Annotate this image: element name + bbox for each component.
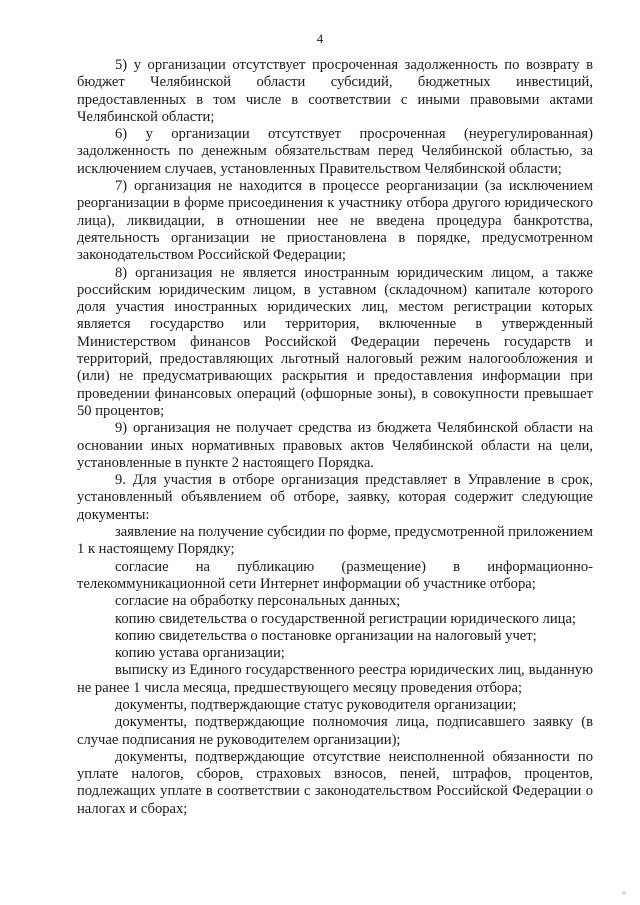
paragraph-condition-7: 7) организация не находится в процессе реорганизации (за исключением реорганизации в форме присоединения к участнику отбора другого юридического лица), ликвидации, в отношении нее не введена процедура банкротства, деятельность организации не приостановлена в порядке, предусмотренном законодательством Российской Федерации; xyxy=(77,178,593,264)
list-item-registration-certificate: копию свидетельства о государственной регистрации юридического лица; xyxy=(115,610,576,627)
paragraph-condition-5: 5) у организации отсутствует просроченная задолженность по возврату в бюджет Челябинской области субсидий, бюджетных инвестиций, предоставленных в том числе в соответствии с иными правовыми актами Челябинской области; xyxy=(77,57,593,125)
list-item-tax-certificate: копию свидетельства о постановке организации на налоговый учет; xyxy=(115,627,537,644)
list-item-personal-data-consent: согласие на обработку персональных данных; xyxy=(115,593,401,610)
list-item-registry-extract: выписку из Единого государственного реестра юридических лиц, выданную не ранее 1 числа месяца, предшествующего месяцу проведения отбора; xyxy=(77,662,593,696)
list-item-tax-compliance: документы, подтверждающие отсутствие неисполненной обязанности по уплате налогов, сборов, страховых взносов, пеней, штрафов, процентов, подлежащих уплате в соответствии с законодательством Российской Федерации о налогах и сборах; xyxy=(77,748,593,817)
paragraph-clause-9: 9. Для участия в отборе организация представляет в Управление в срок, установленный объявлением об отборе, заявку, которая содержит следующие документы: xyxy=(77,472,593,523)
page-number: 4 xyxy=(316,31,324,46)
document-body xyxy=(77,57,593,818)
list-item-charter-copy: копию устава организации; xyxy=(115,645,285,662)
list-item-application: заявление на получение субсидии по форме, предусмотренной приложением 1 к настоящему Порядку; xyxy=(77,524,594,558)
list-item-publication-consent: согласие на публикацию (размещение) в информационно-телекоммуникационной сети Интернет информации об участнике отбора; xyxy=(77,558,593,592)
list-item-director-status: документы, подтверждающие статус руководителя организации; xyxy=(115,696,517,713)
paragraph-condition-6: 6) у организации отсутствует просроченная (неурегулированная) задолженность по денежным обязательствам перед Челябинской областью, за исключением случаев, установленных Правительством Челябинской области; xyxy=(77,126,593,177)
paragraph-condition-8: 8) организация не является иностранным юридическим лицом, а также российским юридическим лицом, в уставном (складочном) капитале которого доля участия иностранных юридических лиц, местом регистрации которых является государство или территория, включенные в утвержденный Министерством финансов Российской Федерации перечень государств и территорий, предоставляющих льготный налоговый режим налогообложения и (или) не предусматривающих раскрытия и предоставления информации при проведении финансовых операций (офшорные зоны), в совокупности превышает 50 процентов; xyxy=(77,264,593,419)
paragraph-condition-9: 9) организация не получает средства из бюджета Челябинской области на основании иных нормативных правовых актов Челябинской области на цели, установленные в пункте 2 настоящего Порядка. xyxy=(77,420,593,471)
scan-dot-mark xyxy=(622,891,626,895)
list-item-signatory-authority: документы, подтверждающие полномочия лица, подписавшего заявку (в случае подписания не руководителем организации); xyxy=(77,714,593,748)
